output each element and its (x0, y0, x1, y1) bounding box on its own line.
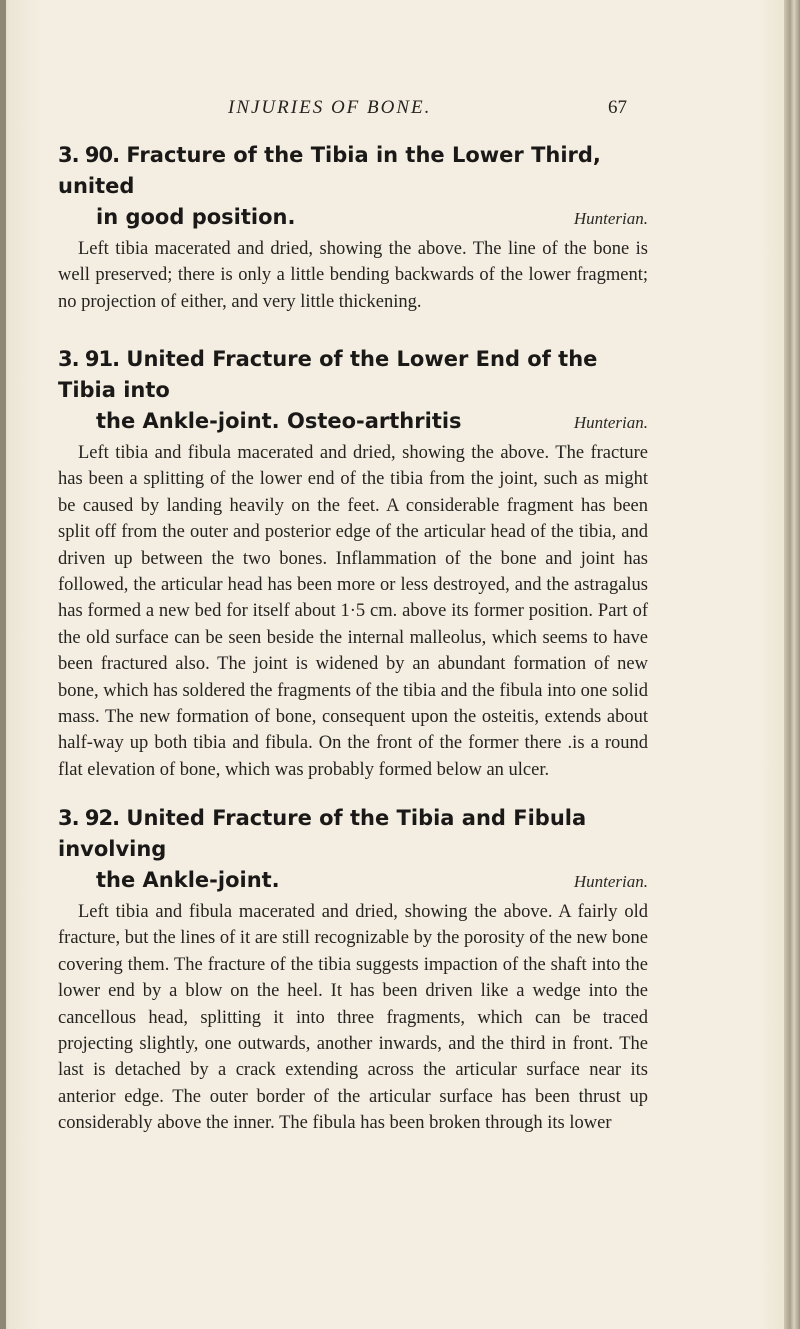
running-head: INJURIES OF BONE. (228, 97, 432, 118)
page-number: 67 (608, 97, 627, 118)
entry-title-continued: in good position. (96, 205, 296, 229)
entry-description (58, 440, 648, 783)
entry-title-continued: the Ankle-joint. Osteo-arthritis (96, 409, 462, 433)
entry-paragraph: Left tibia and fibula macerated and dried, showing the above. A fairly old fracture, but the lines of it are still recognizable by the porosity of the new bone covering them. The fracture of the tibia suggests impaction of the shaft into the lower end by a blow on the heel. It has been driven like a wedge into the cancellous head, splitting it into three fragments, which can be traced projecting slightly, one outwards, another inwards, and the third in front. The last is detached by a crack extending across the articular surface near its anterior edge. The outer border of the articular surface has been thrust up considerably above the inner. The fibula has been broken through its lower (58, 902, 648, 1134)
page-left-edge (0, 0, 6, 1329)
entry-source: Hunterian. (573, 209, 648, 228)
entry-title-line2 (58, 406, 648, 438)
entry-paragraph: Left tibia macerated and dried, showing the above. The line of the bone is well preserved; there is only a little bending backwards of the lower fragment; no projection of either, and very little thickening. (58, 239, 648, 312)
entry-heading (58, 344, 648, 438)
entry-title-line1 (58, 344, 648, 406)
entry-description (58, 236, 648, 315)
catalogue-entry-3-91 (58, 344, 648, 783)
entry-description (58, 899, 648, 1137)
entry-number: 3. 91. (58, 347, 120, 371)
entry-title-line1 (58, 140, 648, 202)
entry-title: Fracture of the Tibia in the Lower Third, united (58, 143, 601, 198)
entry-source: Hunterian. (573, 872, 648, 891)
entry-title-line2 (58, 865, 648, 897)
entry-number: 3. 92. (58, 806, 120, 830)
entry-heading (58, 140, 648, 234)
entry-title: United Fracture of the Lower End of the Tibia into (58, 347, 598, 402)
entry-title-continued: the Ankle-joint. (96, 868, 280, 892)
entry-heading (58, 803, 648, 897)
entry-title-line2 (58, 202, 648, 234)
catalogue-entry-3-90 (58, 140, 648, 315)
entry-title-line1 (58, 803, 648, 865)
entry-source: Hunterian. (573, 413, 648, 432)
entry-number: 3. 90. (58, 143, 120, 167)
entry-title: United Fracture of the Tibia and Fibula involving (58, 806, 587, 861)
entry-paragraph: Left tibia and fibula macerated and dried, showing the above. The fracture has been a splitting of the lower end of the tibia from the joint, such as might be caused by landing heavily on the feet. A considerable fragment has been split off from the outer and posterior edge of the articular head of the tibia, and driven up between the two bones. Inflammation of the bone and joint has followed, the articular head has been more or less destroyed, and the astragalus has formed a new bed for itself about 1·5 cm. above its former position. Part of the old surface can be seen beside the internal malleolus, which seems to have been fractured also. The joint is widened by an abundant formation of new bone, which has soldered the fragments of the tibia and the fibula into one solid mass. The new formation of bone, consequent upon the osteitis, extends about half-way up both tibia and fibula. On the front of the former there .is a round flat elevation of bone, which was probably formed below an ulcer. (58, 443, 648, 780)
page-binding-edge (784, 0, 800, 1329)
catalogue-entry-3-92 (58, 803, 648, 1137)
